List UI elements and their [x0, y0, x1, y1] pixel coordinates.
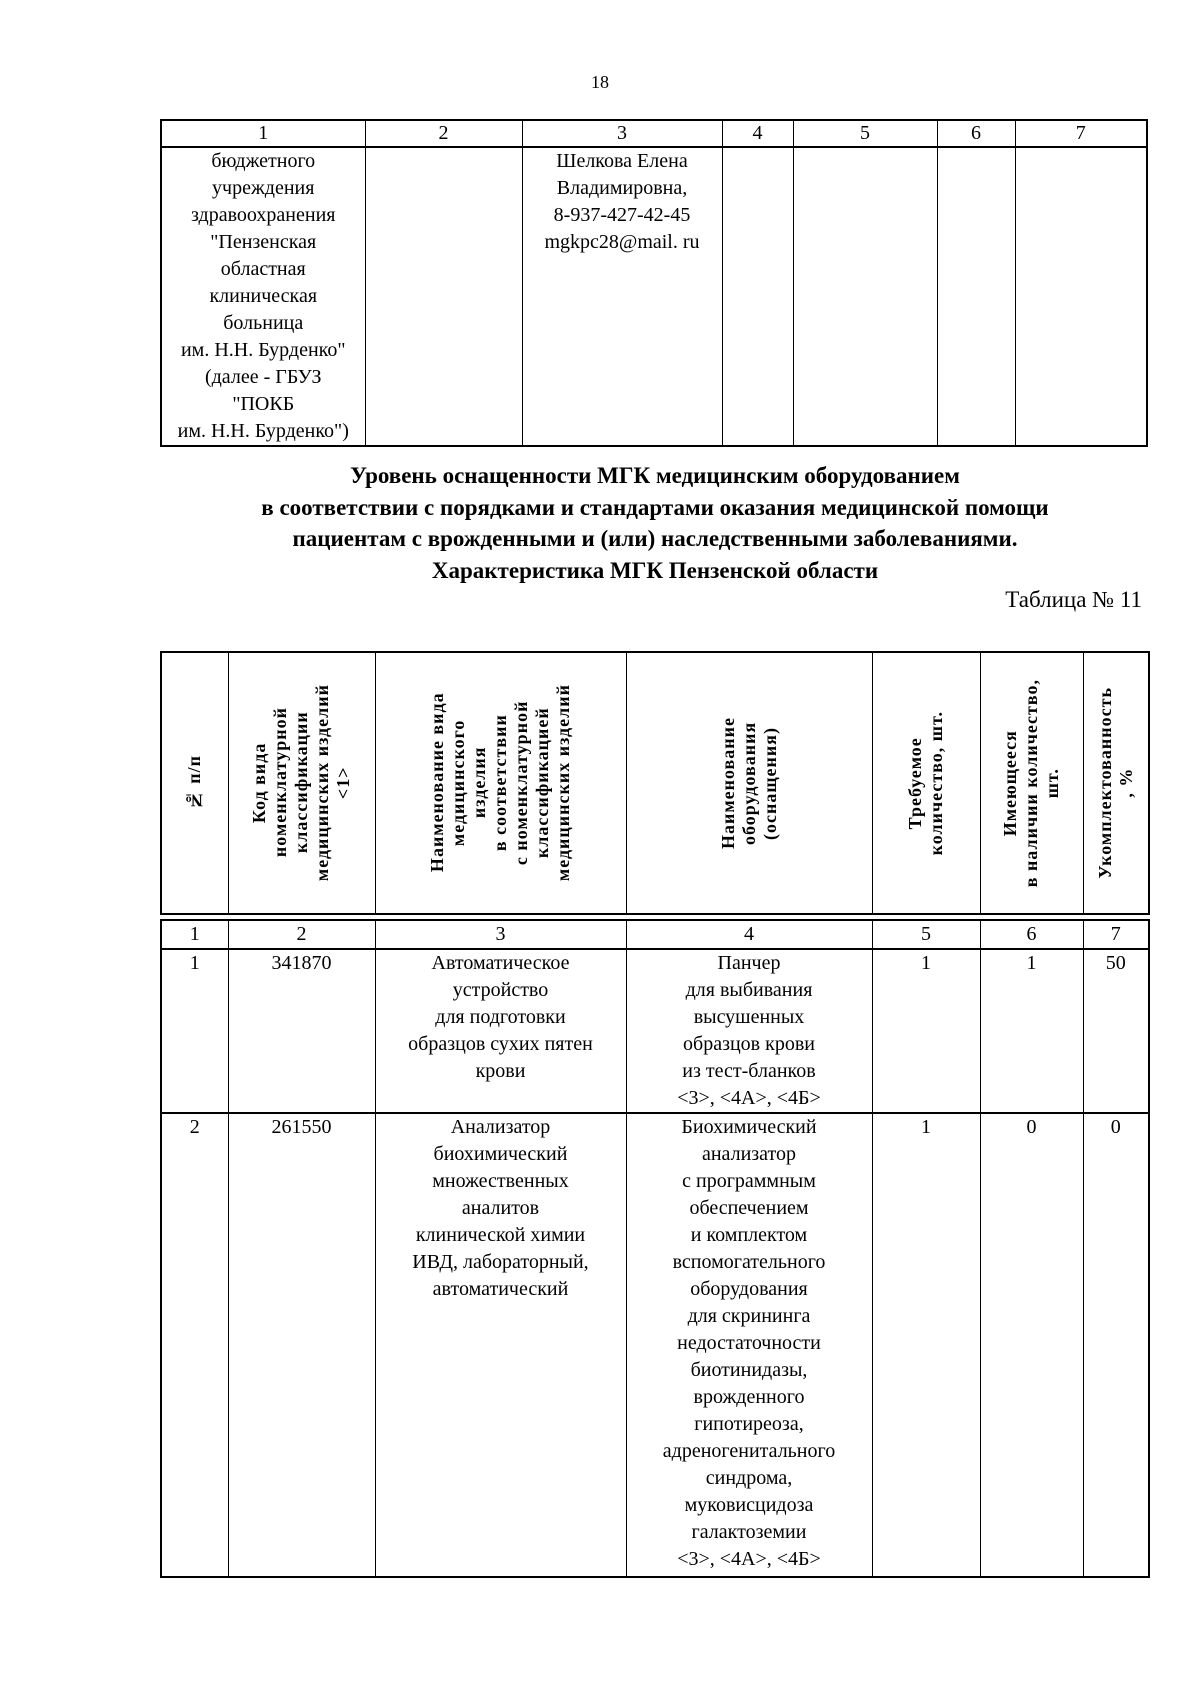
- column-number: 3: [375, 920, 626, 949]
- column-number: 1: [161, 920, 228, 949]
- equipment-cell: Биохимический анализатор с программным обеспечением и комплектом вспомогательного оборудования для скрининга недостаточности биотинидазы, врожденного гипотиреоза, адреногенитального синдрома, муковисцидоза галактоземии <3>, <4А>, <4Б>: [626, 1113, 872, 1577]
- required-cell: 1: [872, 949, 980, 1113]
- title-line: в соответствии с порядками и стандартами оказания медицинской помощи: [261, 494, 1049, 520]
- code-cell: 341870: [228, 949, 375, 1113]
- column-number: 6: [937, 120, 1015, 147]
- table-cell: [1015, 147, 1147, 446]
- header-code: Код вида номенклатурной классификации медицинских изделий <1>: [249, 684, 353, 882]
- header-cell: [228, 652, 375, 914]
- column-number: 2: [228, 920, 375, 949]
- completeness-cell: 0: [1083, 1113, 1149, 1577]
- kind-cell: Анализатор биохимический множественных аналитов клинической химии ИВД, лабораторный, автоматический: [375, 1113, 626, 1577]
- title-line: Уровень оснащенности МГК медицинским оборудованием: [350, 463, 960, 488]
- column-number: 4: [626, 920, 872, 949]
- header-kind: Наименование вида медицинского изделия в соответствии с номенклатурной классификацией медицинских изделий: [427, 684, 573, 882]
- table-header-row: [161, 120, 1147, 147]
- header-available: Имеющееся в наличии количество, шт.: [1000, 678, 1062, 888]
- table11-header: [160, 651, 1150, 915]
- completeness-cell: 50: [1083, 949, 1149, 1113]
- column-number: 2: [365, 120, 522, 147]
- column-number: 4: [722, 120, 793, 147]
- table-cell: [722, 147, 793, 446]
- contact-cell: Шелкова Елена Владимировна, 8-937-427-42-45 mgkpc28@mail. ru: [522, 147, 722, 446]
- column-number: 5: [872, 920, 980, 949]
- title-line: Характеристика МГК Пензенской области: [431, 557, 879, 583]
- header-cell: [161, 652, 228, 914]
- table-header-row: [161, 652, 1149, 914]
- column-number: 1: [161, 120, 365, 147]
- header-number: № п/п: [184, 755, 205, 811]
- header-equipment: Наименование оборудования (оснащения): [717, 717, 780, 849]
- table-row: [161, 1113, 1149, 1577]
- header-cell: [980, 652, 1083, 914]
- column-number: 6: [980, 920, 1083, 949]
- title-line: пациентам с врожденными и (или) наследственными заболеваниями.: [292, 526, 1018, 551]
- available-cell: 0: [980, 1113, 1083, 1577]
- header-completeness: Укомплектованность , %: [1094, 687, 1136, 879]
- kind-cell: Автоматическое устройство для подготовки образцов сухих пятен крови: [375, 949, 626, 1113]
- header-cell: [872, 652, 980, 914]
- table-cell: [937, 147, 1015, 446]
- column-number: 7: [1015, 120, 1147, 147]
- available-cell: 1: [980, 949, 1083, 1113]
- column-number: 5: [793, 120, 937, 147]
- column-number: 3: [522, 120, 722, 147]
- row-number: 2: [161, 1113, 228, 1577]
- table-cell: [365, 147, 522, 446]
- table-row: [161, 949, 1149, 1113]
- table-label: Таблица № 11: [1005, 587, 1142, 612]
- section-title: [160, 460, 1150, 586]
- column-numbers-row: [161, 920, 1149, 949]
- header-cell: [1083, 652, 1149, 914]
- table-row: [161, 147, 1147, 446]
- institution-cell: бюджетного учреждения здравоохранения "Пензенская областная клиническая больница им. Н.Н. Бурденко" (далее - ГБУЗ "ПОКБ им. Н.Н. Бурденко"): [161, 147, 365, 446]
- code-cell: 261550: [228, 1113, 375, 1577]
- page-number: 18: [591, 72, 609, 92]
- table11-body: [160, 919, 1150, 1578]
- continued-table: [160, 119, 1148, 447]
- header-required: Требуемое количество, шт.: [905, 710, 946, 856]
- header-cell: [375, 652, 626, 914]
- header-cell: [626, 652, 872, 914]
- row-number: 1: [161, 949, 228, 1113]
- required-cell: 1: [872, 1113, 980, 1577]
- column-number: 7: [1083, 920, 1149, 949]
- equipment-cell: Панчер для выбивания высушенных образцов крови из тест-бланков <3>, <4А>, <4Б>: [626, 949, 872, 1113]
- table-cell: [793, 147, 937, 446]
